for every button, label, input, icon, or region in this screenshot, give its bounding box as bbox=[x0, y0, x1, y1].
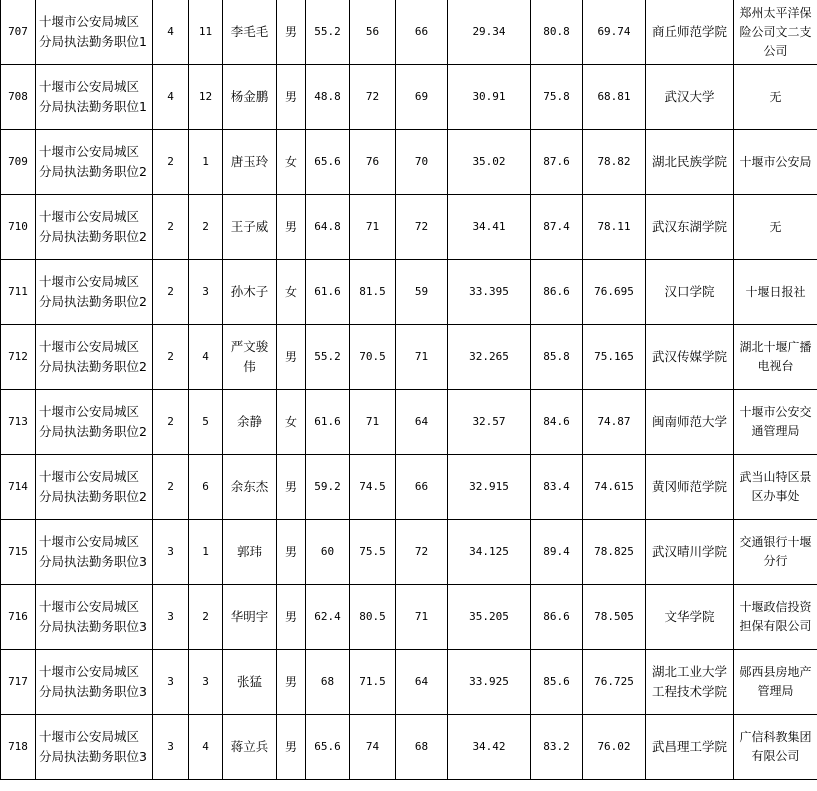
name-cell: 孙木子 bbox=[223, 260, 277, 325]
score-1-cell: 64.8 bbox=[306, 195, 350, 260]
score-3-cell: 64 bbox=[396, 650, 448, 715]
score-5-cell: 75.8 bbox=[531, 65, 583, 130]
rank-cell: 1 bbox=[189, 130, 223, 195]
position-cell: 十堰市公安局城区分局执法勤务职位3 bbox=[36, 715, 153, 780]
score-4-cell: 33.395 bbox=[448, 260, 531, 325]
score-3-cell: 69 bbox=[396, 65, 448, 130]
rank-cell: 2 bbox=[189, 585, 223, 650]
score-3-cell: 72 bbox=[396, 520, 448, 585]
score-2-cell: 70.5 bbox=[350, 325, 396, 390]
score-5-cell: 84.6 bbox=[531, 390, 583, 455]
school-cell: 武汉晴川学院 bbox=[646, 520, 734, 585]
position-cell: 十堰市公安局城区分局执法勤务职位2 bbox=[36, 390, 153, 455]
score-2-cell: 76 bbox=[350, 130, 396, 195]
position-cell: 十堰市公安局城区分局执法勤务职位3 bbox=[36, 585, 153, 650]
work-unit-cell: 郧西县房地产管理局 bbox=[734, 650, 817, 715]
position-cell: 十堰市公安局城区分局执法勤务职位1 bbox=[36, 0, 153, 65]
position-count-cell: 3 bbox=[153, 520, 189, 585]
serial-number-cell: 710 bbox=[1, 195, 36, 260]
score-5-cell: 85.6 bbox=[531, 650, 583, 715]
position-cell: 十堰市公安局城区分局执法勤务职位2 bbox=[36, 325, 153, 390]
rank-cell: 12 bbox=[189, 65, 223, 130]
gender-cell: 女 bbox=[277, 390, 306, 455]
position-count-cell: 3 bbox=[153, 650, 189, 715]
work-unit-cell: 十堰政信投资担保有限公司 bbox=[734, 585, 817, 650]
work-unit-cell: 无 bbox=[734, 65, 817, 130]
serial-number-cell: 717 bbox=[1, 650, 36, 715]
score-5-cell: 89.4 bbox=[531, 520, 583, 585]
score-6-cell: 78.11 bbox=[583, 195, 646, 260]
work-unit-cell: 无 bbox=[734, 195, 817, 260]
position-count-cell: 2 bbox=[153, 130, 189, 195]
score-6-cell: 76.695 bbox=[583, 260, 646, 325]
score-2-cell: 74 bbox=[350, 715, 396, 780]
school-cell: 文华学院 bbox=[646, 585, 734, 650]
score-3-cell: 70 bbox=[396, 130, 448, 195]
school-cell: 湖北民族学院 bbox=[646, 130, 734, 195]
score-6-cell: 75.165 bbox=[583, 325, 646, 390]
table-row bbox=[1, 520, 817, 585]
rank-cell: 5 bbox=[189, 390, 223, 455]
score-6-cell: 68.81 bbox=[583, 65, 646, 130]
name-cell: 杨金鹏 bbox=[223, 65, 277, 130]
score-6-cell: 74.615 bbox=[583, 455, 646, 520]
school-cell: 商丘师范学院 bbox=[646, 0, 734, 65]
name-cell: 蒋立兵 bbox=[223, 715, 277, 780]
work-unit-cell: 十堰日报社 bbox=[734, 260, 817, 325]
position-cell: 十堰市公安局城区分局执法勤务职位1 bbox=[36, 65, 153, 130]
rank-cell: 1 bbox=[189, 520, 223, 585]
gender-cell: 男 bbox=[277, 455, 306, 520]
score-2-cell: 72 bbox=[350, 65, 396, 130]
rank-cell: 4 bbox=[189, 715, 223, 780]
score-4-cell: 33.925 bbox=[448, 650, 531, 715]
serial-number-cell: 711 bbox=[1, 260, 36, 325]
rank-cell: 4 bbox=[189, 325, 223, 390]
work-unit-cell: 武当山特区景区办事处 bbox=[734, 455, 817, 520]
work-unit-cell: 十堰市公安交通管理局 bbox=[734, 390, 817, 455]
school-cell: 武昌理工学院 bbox=[646, 715, 734, 780]
score-1-cell: 61.6 bbox=[306, 260, 350, 325]
score-3-cell: 59 bbox=[396, 260, 448, 325]
gender-cell: 女 bbox=[277, 130, 306, 195]
score-4-cell: 35.02 bbox=[448, 130, 531, 195]
name-cell: 李毛毛 bbox=[223, 0, 277, 65]
gender-cell: 男 bbox=[277, 65, 306, 130]
score-3-cell: 66 bbox=[396, 0, 448, 65]
table-row bbox=[1, 195, 817, 260]
score-6-cell: 76.725 bbox=[583, 650, 646, 715]
name-cell: 余东杰 bbox=[223, 455, 277, 520]
score-3-cell: 66 bbox=[396, 455, 448, 520]
name-cell: 唐玉玲 bbox=[223, 130, 277, 195]
score-1-cell: 55.2 bbox=[306, 325, 350, 390]
rank-cell: 3 bbox=[189, 650, 223, 715]
work-unit-cell: 广信科教集团有限公司 bbox=[734, 715, 817, 780]
position-cell: 十堰市公安局城区分局执法勤务职位2 bbox=[36, 130, 153, 195]
position-cell: 十堰市公安局城区分局执法勤务职位2 bbox=[36, 455, 153, 520]
gender-cell: 男 bbox=[277, 585, 306, 650]
score-1-cell: 68 bbox=[306, 650, 350, 715]
table-row bbox=[1, 455, 817, 520]
position-count-cell: 4 bbox=[153, 0, 189, 65]
name-cell: 王子威 bbox=[223, 195, 277, 260]
score-5-cell: 83.4 bbox=[531, 455, 583, 520]
score-3-cell: 71 bbox=[396, 325, 448, 390]
position-count-cell: 2 bbox=[153, 390, 189, 455]
score-4-cell: 34.42 bbox=[448, 715, 531, 780]
work-unit-cell: 郑州太平洋保险公司文二支公司 bbox=[734, 0, 817, 65]
gender-cell: 男 bbox=[277, 195, 306, 260]
score-2-cell: 81.5 bbox=[350, 260, 396, 325]
school-cell: 武汉东湖学院 bbox=[646, 195, 734, 260]
score-2-cell: 71.5 bbox=[350, 650, 396, 715]
gender-cell: 男 bbox=[277, 0, 306, 65]
serial-number-cell: 713 bbox=[1, 390, 36, 455]
school-cell: 黄冈师范学院 bbox=[646, 455, 734, 520]
score-6-cell: 78.505 bbox=[583, 585, 646, 650]
score-6-cell: 78.82 bbox=[583, 130, 646, 195]
position-count-cell: 3 bbox=[153, 585, 189, 650]
gender-cell: 男 bbox=[277, 520, 306, 585]
position-count-cell: 3 bbox=[153, 715, 189, 780]
score-6-cell: 76.02 bbox=[583, 715, 646, 780]
score-6-cell: 78.825 bbox=[583, 520, 646, 585]
position-count-cell: 2 bbox=[153, 455, 189, 520]
school-cell: 武汉传媒学院 bbox=[646, 325, 734, 390]
school-cell: 湖北工业大学工程技术学院 bbox=[646, 650, 734, 715]
score-5-cell: 87.6 bbox=[531, 130, 583, 195]
table-row bbox=[1, 65, 817, 130]
serial-number-cell: 712 bbox=[1, 325, 36, 390]
gender-cell: 男 bbox=[277, 325, 306, 390]
serial-number-cell: 715 bbox=[1, 520, 36, 585]
table-row bbox=[1, 130, 817, 195]
school-cell: 闽南师范大学 bbox=[646, 390, 734, 455]
score-5-cell: 80.8 bbox=[531, 0, 583, 65]
score-5-cell: 86.6 bbox=[531, 585, 583, 650]
position-cell: 十堰市公安局城区分局执法勤务职位3 bbox=[36, 650, 153, 715]
score-4-cell: 30.91 bbox=[448, 65, 531, 130]
score-1-cell: 48.8 bbox=[306, 65, 350, 130]
score-6-cell: 74.87 bbox=[583, 390, 646, 455]
score-2-cell: 74.5 bbox=[350, 455, 396, 520]
table-row bbox=[1, 585, 817, 650]
school-cell: 武汉大学 bbox=[646, 65, 734, 130]
name-cell: 严文骏伟 bbox=[223, 325, 277, 390]
serial-number-cell: 718 bbox=[1, 715, 36, 780]
score-5-cell: 87.4 bbox=[531, 195, 583, 260]
score-1-cell: 62.4 bbox=[306, 585, 350, 650]
score-4-cell: 34.41 bbox=[448, 195, 531, 260]
score-1-cell: 61.6 bbox=[306, 390, 350, 455]
gender-cell: 男 bbox=[277, 715, 306, 780]
score-5-cell: 86.6 bbox=[531, 260, 583, 325]
table-row bbox=[1, 715, 817, 780]
position-count-cell: 4 bbox=[153, 65, 189, 130]
score-2-cell: 71 bbox=[350, 390, 396, 455]
position-cell: 十堰市公安局城区分局执法勤务职位3 bbox=[36, 520, 153, 585]
score-3-cell: 64 bbox=[396, 390, 448, 455]
name-cell: 华明宇 bbox=[223, 585, 277, 650]
score-3-cell: 68 bbox=[396, 715, 448, 780]
name-cell: 郭玮 bbox=[223, 520, 277, 585]
gender-cell: 女 bbox=[277, 260, 306, 325]
score-4-cell: 35.205 bbox=[448, 585, 531, 650]
score-4-cell: 34.125 bbox=[448, 520, 531, 585]
table-row bbox=[1, 325, 817, 390]
work-unit-cell: 交通银行十堰分行 bbox=[734, 520, 817, 585]
score-1-cell: 60 bbox=[306, 520, 350, 585]
score-2-cell: 80.5 bbox=[350, 585, 396, 650]
table-row bbox=[1, 0, 817, 65]
score-6-cell: 69.74 bbox=[583, 0, 646, 65]
score-3-cell: 72 bbox=[396, 195, 448, 260]
score-2-cell: 75.5 bbox=[350, 520, 396, 585]
position-cell: 十堰市公安局城区分局执法勤务职位2 bbox=[36, 260, 153, 325]
position-count-cell: 2 bbox=[153, 325, 189, 390]
score-1-cell: 65.6 bbox=[306, 130, 350, 195]
score-5-cell: 85.8 bbox=[531, 325, 583, 390]
work-unit-cell: 湖北十堰广播电视台 bbox=[734, 325, 817, 390]
rank-cell: 3 bbox=[189, 260, 223, 325]
score-2-cell: 71 bbox=[350, 195, 396, 260]
position-cell: 十堰市公安局城区分局执法勤务职位2 bbox=[36, 195, 153, 260]
serial-number-cell: 708 bbox=[1, 65, 36, 130]
table-row bbox=[1, 390, 817, 455]
serial-number-cell: 707 bbox=[1, 0, 36, 65]
name-cell: 余静 bbox=[223, 390, 277, 455]
score-4-cell: 32.57 bbox=[448, 390, 531, 455]
position-count-cell: 2 bbox=[153, 195, 189, 260]
table-row bbox=[1, 650, 817, 715]
score-4-cell: 32.915 bbox=[448, 455, 531, 520]
score-1-cell: 65.6 bbox=[306, 715, 350, 780]
score-4-cell: 29.34 bbox=[448, 0, 531, 65]
score-2-cell: 56 bbox=[350, 0, 396, 65]
name-cell: 张猛 bbox=[223, 650, 277, 715]
score-5-cell: 83.2 bbox=[531, 715, 583, 780]
serial-number-cell: 714 bbox=[1, 455, 36, 520]
work-unit-cell: 十堰市公安局 bbox=[734, 130, 817, 195]
rank-cell: 6 bbox=[189, 455, 223, 520]
rank-cell: 11 bbox=[189, 0, 223, 65]
score-3-cell: 71 bbox=[396, 585, 448, 650]
serial-number-cell: 709 bbox=[1, 130, 36, 195]
table-row bbox=[1, 260, 817, 325]
serial-number-cell: 716 bbox=[1, 585, 36, 650]
score-1-cell: 55.2 bbox=[306, 0, 350, 65]
score-4-cell: 32.265 bbox=[448, 325, 531, 390]
score-1-cell: 59.2 bbox=[306, 455, 350, 520]
gender-cell: 男 bbox=[277, 650, 306, 715]
rank-cell: 2 bbox=[189, 195, 223, 260]
table-body bbox=[1, 0, 817, 780]
position-count-cell: 2 bbox=[153, 260, 189, 325]
school-cell: 汉口学院 bbox=[646, 260, 734, 325]
